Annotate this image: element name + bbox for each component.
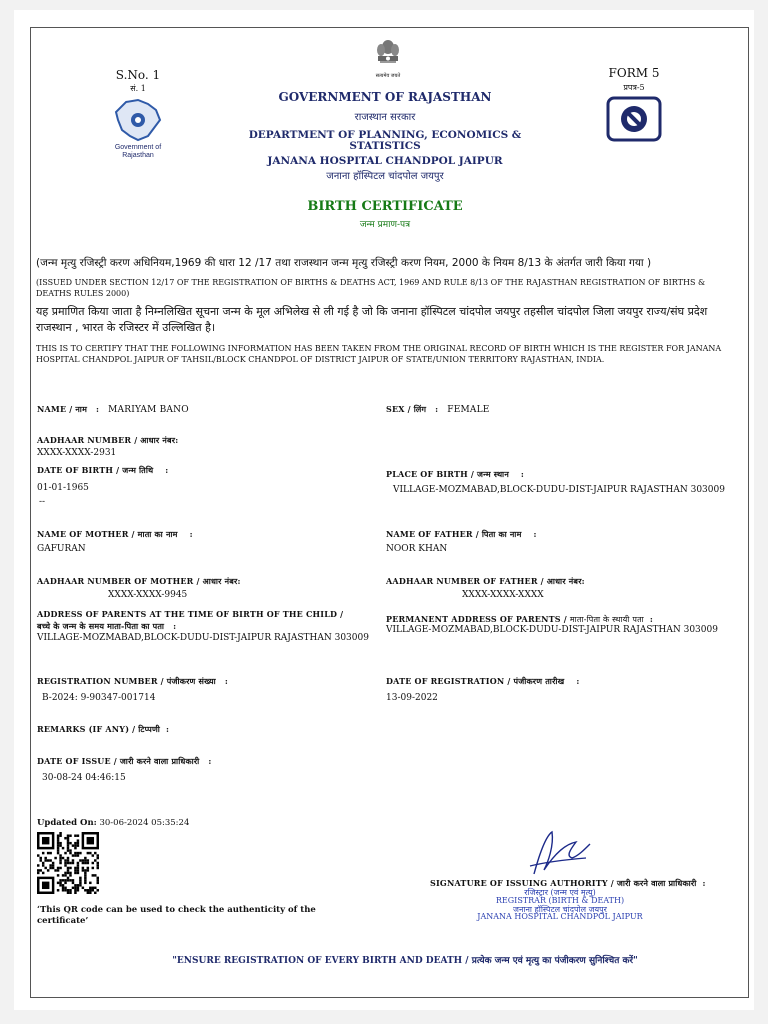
updated-on: Updated On: 30-06-2024 05:35:24 <box>37 818 190 828</box>
certificate-title-hi: जन्म प्रमाण-पत्र <box>359 220 411 230</box>
serial-number-hi: सं. 1 <box>130 84 146 93</box>
logo-caption-line1: Government of <box>114 144 162 151</box>
hospital-name: JANANA HOSPITAL CHANDPOL JAIPUR <box>267 155 503 167</box>
form-number-hi: प्रपत्र-5 <box>623 83 645 92</box>
permanent-address-value: VILLAGE-MOZMABAD,BLOCK-DUDU-DIST-JAIPUR RAJASTHAN 303009 <box>386 625 718 635</box>
dob-value: 01-01-1965 <box>37 483 89 493</box>
father-name-label: NAME OF FATHER / पिता का नाम : <box>386 529 537 539</box>
birth-address-value: VILLAGE-MOZMABAD,BLOCK-DUDU-DIST-JAIPUR RAJASTHAN 303009 <box>37 633 369 643</box>
father-name-value: NOOR KHAN <box>386 544 448 554</box>
registration-date-value: 13-09-2022 <box>386 693 438 703</box>
mother-name-label: NAME OF MOTHER / माता का नाम : <box>37 529 193 539</box>
father-aadhaar-label: AADHAAR NUMBER OF FATHER / आधार नंबर: <box>386 576 585 586</box>
stamp-line-2: REGISTRAR (BIRTH & DEATH) <box>495 896 625 905</box>
certificate-title: BIRTH CERTIFICATE <box>307 199 463 214</box>
signature-label: SIGNATURE OF ISSUING AUTHORITY / जारी करने वाला प्राधिकारी : <box>430 878 706 888</box>
form-number: FORM 5 <box>608 66 660 80</box>
stamp-line-4: JANANA HOSPITAL CHANDPOL JAIPUR <box>477 912 643 921</box>
birth-address-label-hi: बच्चे के जन्म के समय माता-पिता का पता : <box>37 621 177 631</box>
certify-statement-en: THIS IS TO CERTIFY THAT THE FOLLOWING INFORMATION HAS BEEN TAKEN FROM THE ORIGINAL RECORD OF BIRTH WHICH IS THE REGISTER FOR JANANA HOSPITAL CHANDPOL JAIPUR OF TAHSIL/BLOCK CHANDPOL OF DISTRICT JAIPUR OF STATE/UNION TERRITORY RAJASTHAN, INDIA. <box>36 344 722 364</box>
birth-address-label: ADDRESS OF PARENTS AT THE TIME OF BIRTH OF THE CHILD / <box>37 609 344 619</box>
act-reference-hi: (जन्म मृत्यु रजिस्ट्री करण अधिनियम,1969 की धारा 12 /17 तथा राजस्थान जन्म मृत्यु रजिस्ट्री करण नियम, 2000 के नियम 8/13 के अंतर्गत जारी किया गया ) <box>36 257 652 269</box>
mother-name-value: GAFURAN <box>37 544 86 554</box>
qr-code-icon[interactable] <box>37 832 99 894</box>
certify-statement-hi: यह प्रमाणित किया जाता है निम्नलिखित सूचना जन्म के मूल अभिलेख से ली गई है जो कि जनाना हॉस्पिटल चांदपोल जयपुर तहसील चांदपोल जिला जयपुर राज्य/संघ प्रदेश राजस्थान , भारत के रजिस्टर में उल्लिखित है। <box>36 305 708 334</box>
issue-date-value: 30-08-24 04:46:15 <box>42 773 126 783</box>
name-label: NAME / नाम : MARIYAM BANO <box>37 404 189 415</box>
aadhaar-label: AADHAAR NUMBER / आधार नंबर: <box>37 435 179 445</box>
sex-label: SEX / लिंग : FEMALE <box>386 404 490 415</box>
pob-value: VILLAGE-MOZMABAD,BLOCK-DUDU-DIST-JAIPUR RAJASTHAN 303009 <box>393 485 725 495</box>
qr-note: ‘This QR code can be used to check the authenticity of the certificate’ <box>37 905 316 926</box>
remarks-label: REMARKS (IF ANY) / टिप्पणी : <box>37 724 170 734</box>
issue-date-label: DATE OF ISSUE / जारी करने वाला प्राधिकारी : <box>37 756 212 766</box>
department-logo-icon <box>606 96 662 142</box>
government-title-hi: राजस्थान सरकार <box>354 112 416 123</box>
rajasthan-map-logo-icon <box>112 98 164 144</box>
serial-number: S.No. 1 <box>115 68 161 82</box>
national-emblem-icon <box>374 38 402 74</box>
registration-date-label: DATE OF REGISTRATION / पंजीकरण तारीख : <box>386 676 580 686</box>
permanent-address-label: PERMANENT ADDRESS OF PARENTS / माता-पिता के स्थायी पता : <box>386 614 654 624</box>
registration-number-label: REGISTRATION NUMBER / पंजीकरण संख्या : <box>37 676 229 686</box>
slogan: "ENSURE REGISTRATION OF EVERY BIRTH AND DEATH / प्रत्येक जन्म एवं मृत्यु का पंजीकरण सुनिश्चित करें" <box>172 956 638 966</box>
dob-extra: -- <box>39 497 46 507</box>
act-reference-en: (ISSUED UNDER SECTION 12/17 OF THE REGISTRATION OF BIRTHS & DEATHS ACT, 1969 AND RULE 8/13 OF THE RAJASTHAN REGISTRATION OF BIRTHS & DEATHS RULES 2000) <box>36 278 706 298</box>
sex-value: FEMALE <box>447 405 490 415</box>
logo-caption-line2: Rajasthan <box>122 152 154 159</box>
mother-aadhaar-value: XXXX-XXXX-9945 <box>108 590 188 600</box>
emblem-caption: सत्यमेव जयते <box>375 73 401 79</box>
stamp-line-1: रजिस्ट्रार (जन्म एवं मृत्यु) <box>524 888 596 897</box>
department-title-line1: DEPARTMENT OF PLANNING, ECONOMICS & <box>248 129 522 141</box>
father-aadhaar-value: XXXX-XXXX-XXXX <box>462 590 544 600</box>
department-title-line2: STATISTICS <box>349 140 421 152</box>
government-title: GOVERNMENT OF RAJASTHAN <box>278 90 492 104</box>
signature-icon <box>526 822 596 882</box>
hospital-name-hi: जनाना हॉस्पिटल चांदपोल जयपुर <box>326 171 444 182</box>
name-value: MARIYAM BANO <box>108 405 189 415</box>
stamp-line-3: जनाना हॉस्पिटल चांदपोल जयपुर <box>513 905 607 914</box>
dob-label: DATE OF BIRTH / जन्म तिथि : <box>37 465 169 475</box>
mother-aadhaar-label: AADHAAR NUMBER OF MOTHER / आधार नंबर: <box>37 576 241 586</box>
registration-number-value: B-2024: 9-90347-001714 <box>42 693 156 703</box>
pob-label: PLACE OF BIRTH / जन्म स्थान : <box>386 469 525 479</box>
aadhaar-value: XXXX-XXXX-2931 <box>37 448 117 458</box>
